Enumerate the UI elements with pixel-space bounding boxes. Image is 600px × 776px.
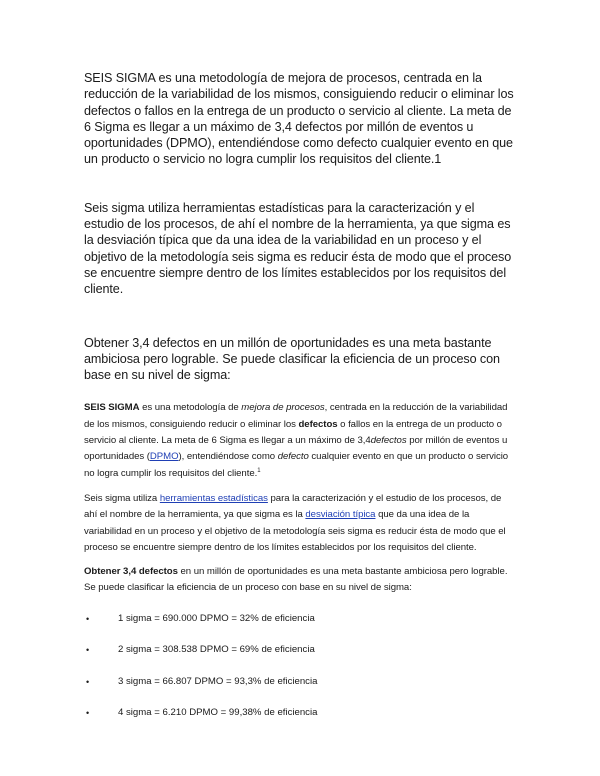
bold-obtener-defectos: Obtener 3,4 defectos (84, 566, 178, 578)
paragraph-obtener-defectos: Obtener 3,4 defectos en un millón de oportunidades es una meta bastante ambiciosa pero lograble. Se puede clasificar la eficiencia de un proceso con base en su nivel de sigma: (84, 335, 500, 383)
list-item: • 3 sigma = 66.807 DPMO = 93,3% de eficiencia (86, 675, 318, 687)
paragraph-herramientas: Seis sigma utiliza herramientas estadísticas para la caracterización y el estudio de los procesos, de ahí el nombre de la herramienta, ya que sigma es la desviación típica que da una idea de la variabilidad en un proceso y el objetivo de la metodología seis sigma es reducir ésta de modo que el proceso se encuentre siempre dentro de los límites establecidos por los requisitos del cliente. (84, 200, 512, 297)
list-item: • 4 sigma = 6.210 DPMO = 99,38% de eficiencia (86, 707, 318, 719)
bold-seis-sigma: SEIS SIGMA (84, 402, 140, 414)
paragraph-seis-sigma-intro: SEIS SIGMA es una metodología de mejora de procesos, centrada en la reducción de la variabilidad de los mismos, consiguiendo reducir o eliminar los defectos o fallos en la entrega de un producto o servicio al cliente. La meta de 6 Sigma es llegar a un máximo de 3,4 defectos por millón de eventos u oportunidades (DPMO), entendiéndose como defecto cualquier evento en que un producto o servicio no logra cumplir los requisitos del cliente.1 (84, 71, 514, 167)
footnote-ref: 1 (257, 467, 261, 474)
italic-defectos: defectos (370, 435, 407, 447)
formatted-paragraph-seis-sigma: SEIS SIGMA es una metodología de mejora de procesos, centrada en la reducción de la variabilidad de los mismos, consiguiendo reducir o eliminar los defectos o fallos en la entrega de un producto o servicio al cliente. La meta de 6 Sigma es llegar a un máximo de 3,4defectos por millón de eventos u oportunidades (DPMO), entendiéndose como defecto cualquier evento en que un producto o servicio no logra cumplir los requisitos del cliente.$^1$ (84, 402, 509, 479)
formatted-paragraph-herramientas: Seis sigma utiliza herramientas estadísticas para la caracterización y el estudio de los procesos, de ahí el nombre de la herramienta, ya que sigma es la desviación típica que da una idea de la variabilidad en un proceso y el objetivo de la metodología seis sigma es reducir ésta de modo que el proceso se encuentre siempre dentro de los límites establecidos por los requisitos del cliente. (84, 492, 506, 553)
link-dpmo[interactable]: DPMO (149, 451, 179, 463)
link-desviacion-tipica[interactable]: desviación típica (305, 509, 376, 521)
list-item: • 2 sigma = 308.538 DPMO = 69% de eficiencia (86, 644, 315, 656)
document-page (84, 70, 516, 738)
sigma-levels-list (84, 612, 516, 721)
italic-defecto: defecto (277, 451, 309, 463)
bullet-icon: • (86, 613, 90, 624)
bullet-icon: • (86, 645, 90, 656)
formatted-paragraph-obtener: Obtener 3,4 defectos en un millón de oportunidades es una meta bastante ambiciosa pero lograble. Se puede clasificar la eficiencia de un proceso con base en su nivel de sigma: (84, 566, 508, 594)
bullet-icon: • (86, 676, 90, 687)
italic-mejora-procesos: mejora de procesos (241, 402, 325, 414)
list-item: • 1 sigma = 690.000 DPMO = 32% de eficiencia (86, 612, 315, 624)
link-herramientas-estadisticas[interactable]: herramientas estadísticas (159, 492, 268, 504)
bullet-icon: • (86, 708, 90, 719)
bold-defectos: defectos (298, 418, 338, 430)
